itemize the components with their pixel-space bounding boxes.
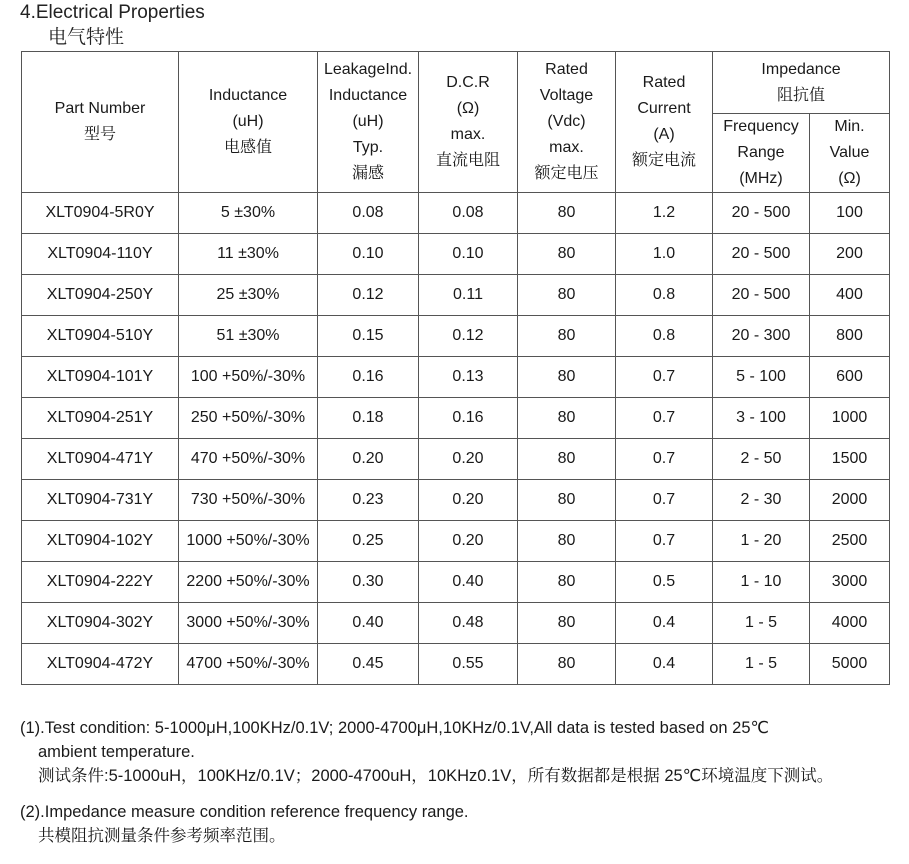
cell-dcr: 0.40 xyxy=(419,562,518,603)
cell-dcr: 0.10 xyxy=(419,234,518,275)
cell-min-value: 800 xyxy=(810,316,890,357)
cell-part-number: XLT0904-510Y xyxy=(22,316,179,357)
cell-min-value: 400 xyxy=(810,275,890,316)
table-row xyxy=(22,562,890,603)
table-row xyxy=(22,603,890,644)
cell-dcr: 0.20 xyxy=(419,521,518,562)
cell-rated-voltage: 80 xyxy=(518,439,616,480)
cell-leakage: 0.40 xyxy=(318,603,419,644)
cell-part-number: XLT0904-250Y xyxy=(22,275,179,316)
cell-dcr: 0.16 xyxy=(419,398,518,439)
cell-min-value: 2000 xyxy=(810,480,890,521)
cell-part-number: XLT0904-471Y xyxy=(22,439,179,480)
cell-dcr: 0.20 xyxy=(419,480,518,521)
cell-rated-current: 0.7 xyxy=(616,357,713,398)
cell-rated-current: 0.8 xyxy=(616,275,713,316)
table-row xyxy=(22,275,890,316)
cell-leakage: 0.25 xyxy=(318,521,419,562)
cell-frequency-range: 1 - 5 xyxy=(713,644,810,685)
table-row xyxy=(22,193,890,234)
note-2-line-2: 共模阻抗测量条件参考频率范围。 xyxy=(38,827,286,845)
cell-leakage: 0.30 xyxy=(318,562,419,603)
cell-part-number: XLT0904-101Y xyxy=(22,357,179,398)
cell-leakage: 0.18 xyxy=(318,398,419,439)
cell-rated-voltage: 80 xyxy=(518,603,616,644)
cell-min-value: 1000 xyxy=(810,398,890,439)
electrical-properties-table xyxy=(21,51,890,685)
cell-min-value: 600 xyxy=(810,357,890,398)
cell-rated-voltage: 80 xyxy=(518,398,616,439)
table-row xyxy=(22,480,890,521)
cell-frequency-range: 1 - 20 xyxy=(713,521,810,562)
cell-rated-voltage: 80 xyxy=(518,316,616,357)
cell-rated-voltage: 80 xyxy=(518,480,616,521)
cell-rated-current: 1.2 xyxy=(616,193,713,234)
cell-inductance: 730 +50%/-30% xyxy=(179,480,318,521)
cell-rated-current: 0.5 xyxy=(616,562,713,603)
cell-frequency-range: 2 - 30 xyxy=(713,480,810,521)
table-row xyxy=(22,398,890,439)
note-impedance-condition xyxy=(20,800,900,848)
table-row xyxy=(22,644,890,685)
notes-section xyxy=(20,716,900,860)
cell-leakage: 0.20 xyxy=(318,439,419,480)
cell-inductance: 470 +50%/-30% xyxy=(179,439,318,480)
cell-inductance: 51 ±30% xyxy=(179,316,318,357)
cell-frequency-range: 20 - 500 xyxy=(713,275,810,316)
cell-frequency-range: 1 - 5 xyxy=(713,603,810,644)
cell-rated-current: 0.7 xyxy=(616,521,713,562)
table-row xyxy=(22,357,890,398)
cell-leakage: 0.23 xyxy=(318,480,419,521)
header-frequency-range: Frequency Range (MHz) xyxy=(713,114,810,193)
cell-rated-voltage: 80 xyxy=(518,193,616,234)
cell-frequency-range: 20 - 500 xyxy=(713,193,810,234)
cell-dcr: 0.08 xyxy=(419,193,518,234)
cell-rated-current: 0.4 xyxy=(616,644,713,685)
cell-dcr: 0.12 xyxy=(419,316,518,357)
cell-min-value: 200 xyxy=(810,234,890,275)
cell-inductance: 100 +50%/-30% xyxy=(179,357,318,398)
cell-inductance: 4700 +50%/-30% xyxy=(179,644,318,685)
cell-rated-voltage: 80 xyxy=(518,644,616,685)
cell-frequency-range: 3 - 100 xyxy=(713,398,810,439)
cell-rated-voltage: 80 xyxy=(518,521,616,562)
note-1-line-3: 测试条件:5-1000uH，100KHz/0.1V；2000-4700uH，10KHz0.1V，所有数据都是根据 25℃环境温度下测试。 xyxy=(38,767,834,785)
header-leakage-inductance: LeakageInd. Inductance (uH) Typ. 漏感 xyxy=(318,52,419,193)
cell-part-number: XLT0904-5R0Y xyxy=(22,193,179,234)
cell-leakage: 0.15 xyxy=(318,316,419,357)
cell-frequency-range: 5 - 100 xyxy=(713,357,810,398)
cell-dcr: 0.48 xyxy=(419,603,518,644)
cell-dcr: 0.20 xyxy=(419,439,518,480)
cell-min-value: 1500 xyxy=(810,439,890,480)
cell-leakage: 0.12 xyxy=(318,275,419,316)
header-min-value: Min. Value (Ω) xyxy=(810,114,890,193)
cell-inductance: 3000 +50%/-30% xyxy=(179,603,318,644)
note-2-line-1: (2).Impedance measure condition reference frequency range. xyxy=(20,803,469,821)
cell-min-value: 3000 xyxy=(810,562,890,603)
cell-leakage: 0.08 xyxy=(318,193,419,234)
cell-part-number: XLT0904-731Y xyxy=(22,480,179,521)
header-rated-current: Rated Current (A) 额定电流 xyxy=(616,52,713,193)
cell-dcr: 0.13 xyxy=(419,357,518,398)
cell-frequency-range: 20 - 300 xyxy=(713,316,810,357)
cell-rated-current: 0.4 xyxy=(616,603,713,644)
note-1-line-2: ambient temperature. xyxy=(38,743,195,761)
table-row xyxy=(22,316,890,357)
header-impedance: Impedance 阻抗值 xyxy=(713,52,890,114)
cell-inductance: 25 ±30% xyxy=(179,275,318,316)
header-rated-voltage: Rated Voltage (Vdc) max. 额定电压 xyxy=(518,52,616,193)
cell-rated-current: 0.7 xyxy=(616,398,713,439)
cell-frequency-range: 1 - 10 xyxy=(713,562,810,603)
table-body xyxy=(22,193,890,685)
cell-min-value: 100 xyxy=(810,193,890,234)
cell-leakage: 0.45 xyxy=(318,644,419,685)
cell-rated-current: 0.7 xyxy=(616,480,713,521)
cell-inductance: 11 ±30% xyxy=(179,234,318,275)
cell-part-number: XLT0904-251Y xyxy=(22,398,179,439)
header-inductance: Inductance (uH) 电感值 xyxy=(179,52,318,193)
cell-inductance: 2200 +50%/-30% xyxy=(179,562,318,603)
cell-frequency-range: 20 - 500 xyxy=(713,234,810,275)
note-test-condition xyxy=(20,716,900,788)
cell-min-value: 4000 xyxy=(810,603,890,644)
cell-leakage: 0.10 xyxy=(318,234,419,275)
cell-part-number: XLT0904-472Y xyxy=(22,644,179,685)
table-row xyxy=(22,439,890,480)
cell-rated-voltage: 80 xyxy=(518,275,616,316)
cell-min-value: 5000 xyxy=(810,644,890,685)
cell-leakage: 0.16 xyxy=(318,357,419,398)
cell-dcr: 0.55 xyxy=(419,644,518,685)
cell-part-number: XLT0904-110Y xyxy=(22,234,179,275)
cell-rated-current: 1.0 xyxy=(616,234,713,275)
cell-rated-current: 0.7 xyxy=(616,439,713,480)
section-title: 4.Electrical Properties xyxy=(20,2,205,23)
cell-part-number: XLT0904-222Y xyxy=(22,562,179,603)
cell-rated-voltage: 80 xyxy=(518,562,616,603)
section-subtitle: 电气特性 xyxy=(48,27,125,48)
cell-rated-current: 0.8 xyxy=(616,316,713,357)
cell-inductance: 5 ±30% xyxy=(179,193,318,234)
cell-part-number: XLT0904-102Y xyxy=(22,521,179,562)
cell-dcr: 0.11 xyxy=(419,275,518,316)
note-1-line-1: (1).Test condition: 5-1000μH,100KHz/0.1V; 2000-4700μH,10KHz/0.1V,All data is tested based on 25℃ xyxy=(20,719,770,737)
table-row xyxy=(22,521,890,562)
cell-min-value: 2500 xyxy=(810,521,890,562)
cell-rated-voltage: 80 xyxy=(518,234,616,275)
cell-inductance: 250 +50%/-30% xyxy=(179,398,318,439)
table-row xyxy=(22,234,890,275)
header-part-number: Part Number 型号 xyxy=(22,52,179,193)
cell-frequency-range: 2 - 50 xyxy=(713,439,810,480)
cell-rated-voltage: 80 xyxy=(518,357,616,398)
cell-part-number: XLT0904-302Y xyxy=(22,603,179,644)
cell-inductance: 1000 +50%/-30% xyxy=(179,521,318,562)
header-dcr: D.C.R (Ω) max. 直流电阻 xyxy=(419,52,518,193)
